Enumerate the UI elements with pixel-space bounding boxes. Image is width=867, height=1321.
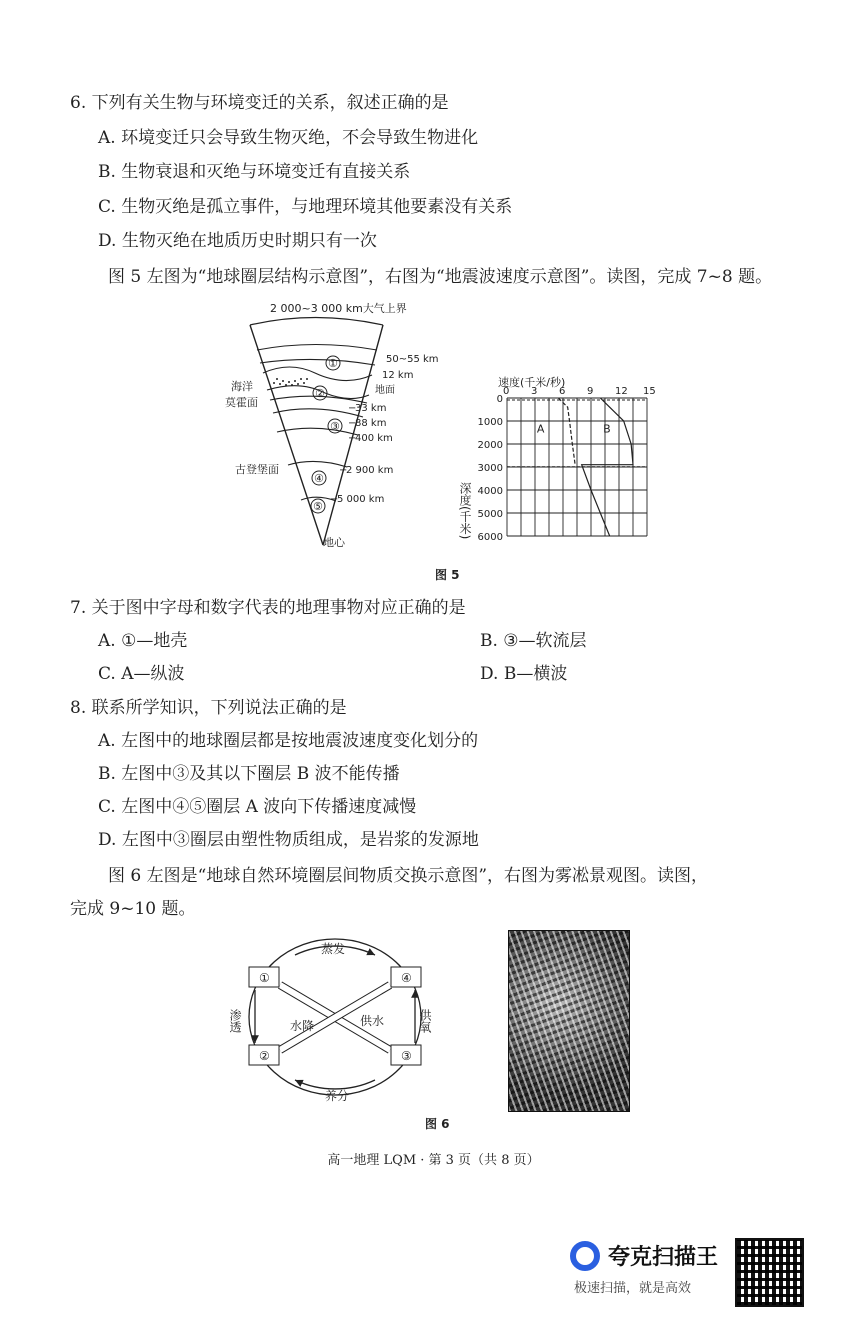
- y-tick-label: 6000: [477, 532, 503, 543]
- sphere-box-1: ①: [259, 971, 270, 985]
- figure-6-intro-line2: 完成 9~10 题。: [70, 899, 196, 919]
- figure-6-intro-line1: 图 6 左图是“地球自然环境圈层间物质交换示意图”，右图为雾凇景观图。读图，: [108, 866, 709, 886]
- y-tick-label: 1000: [477, 417, 503, 428]
- question-7-option-a: A. ①—地壳: [98, 631, 188, 651]
- svg-text:−: −: [348, 433, 357, 444]
- question-6-option-d: D. 生物灭绝在地质历史时期只有一次: [98, 231, 377, 251]
- series-label-a: A: [536, 422, 545, 436]
- svg-text:−: −: [339, 465, 348, 476]
- figure-5-caption: 图 5: [435, 568, 460, 582]
- depth-label: 12 km: [382, 370, 414, 381]
- earth-core-label: 地心: [323, 536, 345, 549]
- seismic-wave-chart: [458, 372, 665, 552]
- atmosphere-top-label: 2 000~3 000 km大气上界: [270, 302, 407, 315]
- question-8-option-c: C. 左图中④⑤圈层 A 波向下传播速度减慢: [98, 797, 417, 817]
- x-tick-label: 9: [587, 386, 594, 397]
- question-7-option-b: B. ③—软流层: [480, 631, 587, 651]
- depth-label: 5 000 km: [337, 494, 385, 505]
- depth-label: 400 km: [355, 433, 393, 444]
- brand-slogan: 极速扫描，就是高效: [574, 1281, 692, 1296]
- page-footer: 高一地理 LQM · 第 3 页（共 8 页）: [327, 1153, 540, 1168]
- x-tick-label: 3: [531, 386, 538, 397]
- question-6-option-c: C. 生物灭绝是孤立事件，与地理环境其他要素没有关系: [98, 197, 513, 217]
- layer-5-label: ⑤: [313, 500, 323, 513]
- precipitation-label: 水降: [290, 1019, 315, 1033]
- y-tick-label: 3000: [477, 463, 503, 474]
- question-7-stem: 7. 关于图中字母和数字代表的地理事物对应正确的是: [70, 598, 466, 618]
- brand-name: 夸克扫描王: [608, 1245, 719, 1270]
- svg-text:−: −: [348, 418, 357, 429]
- y-axis-label: 深度(千米): [458, 482, 472, 540]
- ocean-label: 海洋: [231, 380, 253, 393]
- question-6-option-b: B. 生物衰退和灭绝与环境变迁有直接关系: [98, 162, 411, 182]
- nutrient-label: 养分: [325, 1089, 350, 1103]
- x-tick-label: 15: [643, 386, 656, 397]
- gutenberg-label: 古登堡面: [235, 463, 279, 476]
- moho-label: 莫霍面: [225, 396, 258, 409]
- question-6-option-a: A. 环境变迁只会导致生物灭绝，不会导致生物进化: [98, 128, 479, 148]
- question-8-stem: 8. 联系所学知识，下列说法正确的是: [70, 698, 347, 718]
- evaporation-label: 蒸发: [321, 942, 346, 956]
- question-8-option-a: A. 左图中的地球圈层都是按地震波速度变化划分的: [98, 731, 479, 751]
- layer-4-label: ④: [314, 472, 324, 485]
- y-tick-label: 4000: [477, 486, 503, 497]
- layer-3-label: ③: [330, 420, 340, 433]
- x-tick-label: 0: [503, 386, 510, 397]
- sphere-box-2: ②: [259, 1049, 270, 1063]
- depth-label: 2 900 km: [346, 465, 394, 476]
- question-8-option-b: B. 左图中③及其以下圈层 B 波不能传播: [98, 764, 400, 784]
- depth-label: 地面: [375, 385, 395, 396]
- svg-text:−: −: [330, 494, 339, 505]
- svg-text:−: −: [348, 403, 357, 414]
- rime-landscape-photo: [508, 930, 630, 1112]
- question-7-option-c: C. A—纵波: [98, 664, 185, 684]
- depth-label: 33 km: [355, 403, 387, 414]
- figure-6-caption: 图 6: [425, 1117, 450, 1131]
- scanner-brand: [570, 1240, 718, 1296]
- series-label-b: B: [603, 422, 611, 436]
- x-axis-label: 速度(千米/秒): [498, 376, 566, 389]
- water-supply-label: 供水: [360, 1014, 385, 1028]
- question-6-stem: 6. 下列有关生物与环境变迁的关系，叙述正确的是: [70, 93, 449, 113]
- layer-2-label: ②: [315, 387, 325, 400]
- scanner-logo-icon: [570, 1241, 600, 1271]
- x-tick-label: 6: [559, 386, 566, 397]
- qr-code-icon: [735, 1238, 804, 1307]
- infiltration-label: 渗透: [228, 1009, 242, 1033]
- depth-label: 50~55 km: [386, 354, 439, 365]
- series-line-A: [558, 398, 575, 465]
- depth-label: 88 km: [355, 418, 387, 429]
- sphere-box-3: ③: [401, 1049, 412, 1063]
- question-7-option-d: D. B—横波: [480, 664, 568, 684]
- y-tick-label: 0: [496, 394, 503, 405]
- figure-5-intro: 图 5 左图为“地球圈层结构示意图”，右图为“地震波速度示意图”。读图，完成 7~8 题。: [108, 267, 773, 287]
- oxygen-supply-label: 供氧: [418, 1009, 432, 1033]
- question-8-option-d: D. 左图中③圈层由塑性物质组成，是岩浆的发源地: [98, 830, 479, 850]
- earth-layers-diagram: [215, 295, 445, 555]
- layer-1-label: ①: [328, 357, 338, 370]
- x-tick-label: 12: [615, 386, 628, 397]
- sphere-exchange-diagram: [228, 925, 435, 1110]
- y-tick-label: 2000: [477, 440, 503, 451]
- y-tick-label: 5000: [477, 509, 503, 520]
- sphere-box-4: ④: [401, 971, 412, 985]
